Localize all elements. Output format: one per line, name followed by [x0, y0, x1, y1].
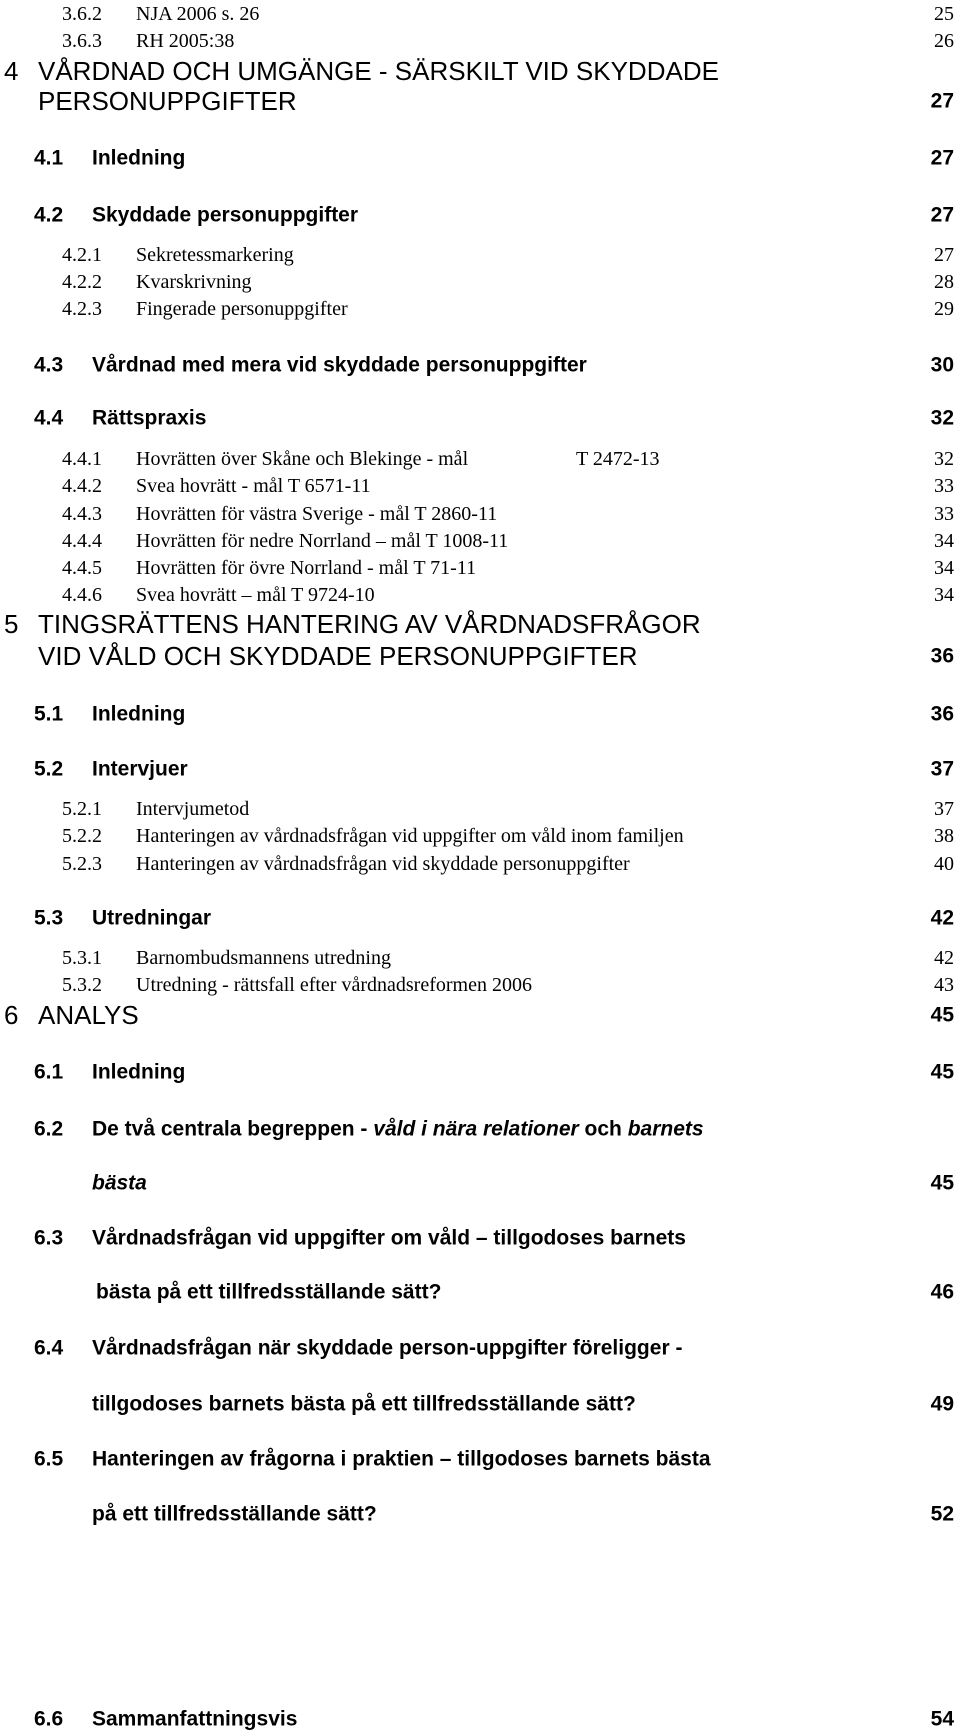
page-number: 33 — [934, 503, 954, 525]
page-number: 43 — [934, 974, 954, 996]
section-title: NJA 2006 s. 26 — [136, 3, 260, 25]
page-number: 34 — [934, 584, 954, 606]
page-number: 28 — [934, 271, 954, 293]
section-title: Hanteringen av frågorna i praktien – tillgodoses barnets bästa — [92, 1447, 711, 1471]
section-number: 5.3 — [34, 906, 64, 930]
section-number: 6.2 — [34, 1117, 64, 1141]
section-number: 4.4.3 — [62, 503, 102, 525]
section-number: 6.4 — [34, 1336, 64, 1360]
section-number: 4.4.1 — [62, 448, 102, 470]
chapter-title-line-1: TINGSRÄTTENS HANTERING AV VÅRDNADSFRÅGOR — [38, 609, 701, 639]
section-title: Vårdnadsfrågan när skyddade person-uppgifter föreligger - — [92, 1336, 683, 1360]
section-title: Vårdnadsfrågan vid uppgifter om våld – tillgodoses barnets — [92, 1226, 686, 1250]
section-title: Utredningar — [92, 906, 212, 930]
section-number: 5.3.2 — [62, 974, 102, 996]
page-number: 30 — [930, 353, 954, 377]
section-title: RH 2005:38 — [136, 30, 235, 52]
section-title: Rättspraxis — [92, 406, 207, 430]
page-number: 45 — [930, 1003, 954, 1027]
chapter-title-line-1: VÅRDNAD OCH UMGÄNGE - SÄRSKILT VID SKYDDADE — [38, 56, 719, 86]
section-number: 5.2.1 — [62, 798, 102, 820]
case-number: T 2472-13 — [576, 448, 660, 470]
page-number: 36 — [930, 644, 954, 668]
chapter-title-line-2: PERSONUPPGIFTER — [38, 86, 297, 116]
section-number: 6.5 — [34, 1447, 64, 1471]
section-number: 4.1 — [34, 146, 64, 170]
page-number: 26 — [934, 30, 954, 52]
section-title: Intervjumetod — [136, 798, 250, 820]
section-number: 6.6 — [34, 1707, 64, 1731]
section-number: 5.2 — [34, 757, 64, 781]
section-title: Inledning — [92, 146, 186, 170]
section-title: Svea hovrätt - mål T 6571-11 — [136, 475, 371, 497]
page-number: 32 — [934, 448, 954, 470]
section-number: 6.1 — [34, 1060, 64, 1084]
section-number: 3.6.3 — [62, 30, 102, 52]
chapter-number: 4 — [4, 56, 19, 86]
title-part-italic: barnets — [627, 1117, 704, 1141]
section-number: 4.4.5 — [62, 557, 102, 579]
section-number: 4.4.4 — [62, 530, 102, 552]
page-number: 45 — [930, 1060, 954, 1084]
section-number: 4.2.2 — [62, 271, 102, 293]
section-title-cont — [92, 1173, 147, 1194]
section-title: Utredning - rättsfall efter vårdnadsreformen 2006 — [136, 974, 532, 996]
page-number: 40 — [934, 853, 954, 875]
title-part-italic: bästa — [92, 1171, 147, 1195]
page-number: 37 — [930, 757, 954, 781]
title-part: De två centrala begreppen - — [92, 1117, 374, 1141]
title-part-italic: våld i nära relationer — [373, 1117, 579, 1141]
section-number: 5.3.1 — [62, 947, 102, 969]
section-title: Kvarskrivning — [136, 271, 252, 293]
chapter-number: 6 — [4, 1000, 19, 1030]
section-title: Barnombudsmannens utredning — [136, 947, 391, 969]
section-title: Sammanfattningsvis — [92, 1707, 298, 1731]
section-number: 5.2.2 — [62, 825, 102, 847]
section-title: Skyddade personuppgifter — [92, 203, 359, 227]
section-number: 4.2.3 — [62, 298, 102, 320]
section-number: 4.4.2 — [62, 475, 102, 497]
page-number: 42 — [934, 947, 954, 969]
page-number: 34 — [934, 557, 954, 579]
page-number: 27 — [930, 146, 954, 170]
page-number: 29 — [934, 298, 954, 320]
section-title: Inledning — [92, 702, 186, 726]
section-title: Inledning — [92, 1060, 186, 1084]
chapter-title-line-2: VID VÅLD OCH SKYDDADE PERSONUPPGIFTER — [38, 641, 638, 671]
page-number: 27 — [934, 244, 954, 266]
page-number: 27 — [930, 203, 954, 227]
page-number: 49 — [930, 1392, 954, 1416]
section-title: Intervjuer — [92, 757, 188, 781]
section-title-cont: bästa på ett tillfredsställande sätt? — [96, 1280, 442, 1304]
chapter-number: 5 — [4, 609, 19, 639]
section-number: 6.3 — [34, 1226, 64, 1250]
section-title: Hovrätten för västra Sverige - mål T 2860-11 — [136, 503, 498, 525]
section-number: 4.4 — [34, 406, 64, 430]
section-title: Hanteringen av vårdnadsfrågan vid skyddade personuppgifter — [136, 853, 630, 875]
section-title: Fingerade personuppgifter — [136, 298, 348, 320]
page-number: 37 — [934, 798, 954, 820]
section-title: Hovrätten över Skåne och Blekinge - mål — [136, 448, 469, 470]
section-title-cont: på ett tillfredsställande sätt? — [92, 1502, 377, 1526]
section-number: 3.6.2 — [62, 3, 102, 25]
section-title: Hovrätten för övre Norrland - mål T 71-11 — [136, 557, 477, 579]
section-number: 5.2.3 — [62, 853, 102, 875]
section-number: 4.2.1 — [62, 244, 102, 266]
page-number: 34 — [934, 530, 954, 552]
section-title — [92, 1119, 704, 1140]
page-number: 36 — [930, 702, 954, 726]
section-title: Hanteringen av vårdnadsfrågan vid uppgifter om våld inom familjen — [136, 825, 684, 847]
page-number: 52 — [930, 1502, 954, 1526]
chapter-title: ANALYS — [38, 1000, 139, 1030]
page-number: 32 — [930, 406, 954, 430]
section-number: 5.1 — [34, 702, 64, 726]
section-title: Vårdnad med mera vid skyddade personuppgifter — [92, 353, 587, 377]
section-number: 4.4.6 — [62, 584, 102, 606]
section-number: 4.2 — [34, 203, 64, 227]
page-number: 27 — [930, 89, 954, 113]
page-number: 46 — [930, 1280, 954, 1304]
page-number: 38 — [934, 825, 954, 847]
title-part: och — [578, 1117, 628, 1141]
page-number: 54 — [930, 1707, 954, 1731]
section-title-cont: tillgodoses barnets bästa på ett tillfredsställande sätt? — [92, 1392, 636, 1416]
page-number: 45 — [930, 1171, 954, 1195]
section-title: Hovrätten för nedre Norrland – mål T 1008-11 — [136, 530, 509, 552]
page-number: 25 — [934, 3, 954, 25]
page-number: 33 — [934, 475, 954, 497]
page-number: 42 — [930, 906, 954, 930]
section-title: Svea hovrätt – mål T 9724-10 — [136, 584, 375, 606]
section-title: Sekretessmarkering — [136, 244, 294, 266]
section-number: 4.3 — [34, 353, 64, 377]
